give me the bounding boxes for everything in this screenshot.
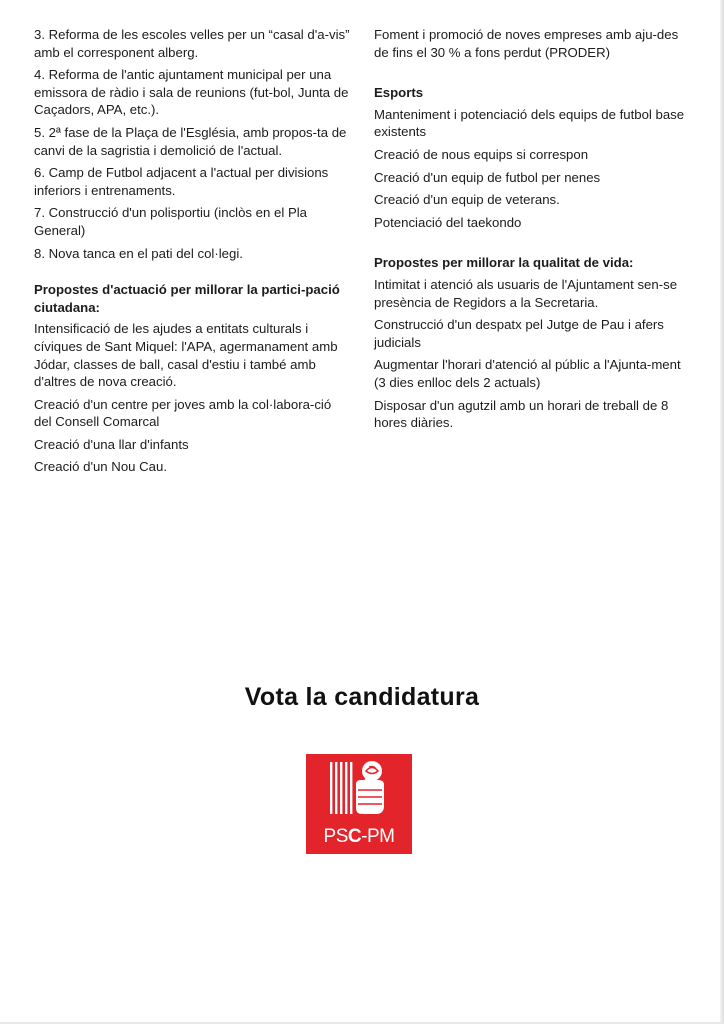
page-edge-shadow [720,0,724,1024]
list-item: Manteniment i potenciació dels equips de futbol base existents [374,106,685,140]
list-item: 3. Reforma de les escoles velles per un “casal d'a-vis” amb el corresponent alberg. [34,27,350,60]
list-item: Intimitat i atenció als usuaris de l'Ajuntament sen-se presència de Regidors a la Secretaria. [374,276,678,310]
participation-heading: Propostes d'actuació per millorar la partici-pació ciutadana: [34,282,340,315]
list-item: Creació de nous equips si correspon [374,146,589,162]
sports-list [374,106,692,232]
right-column [374,26,692,437]
list-item: Intensificació de les ajudes a entitats culturals i cíviques de Sant Miquel: l'APA, agermanament amb Jódar, classes de ball, casal d'estiu i també amb d'altres de nova creació. [34,321,338,390]
list-item: Augmentar l'horari d'atenció al públic a l'Ajunta-ment (3 dies enlloc dels 2 actuals) [374,357,681,390]
list-item: 8. Nova tanca en el pati del col·legi. [34,245,243,261]
numbered-list [34,26,350,262]
list-item: Creació d'un centre per joves amb la col·labora-ció del Consell Comarcal [34,396,332,430]
list-item: Creació d'un Nou Cau. [34,459,168,475]
fist-rose-icon [306,754,412,826]
sports-heading: Esports [374,85,424,101]
logo-text: PSC-PM [323,826,395,847]
list-item: Construcció d'un despatx pel Jutge de Pau i afers judicials [374,317,664,350]
list-item: Creació d'un equip de futbol per nenes [374,169,601,185]
participation-list [34,320,350,476]
list-item: 6. Camp de Futbol adjacent a l'actual per divisions inferiors i entrenaments. [34,165,329,198]
list-item: Creació d'un equip de veterans. [374,192,560,208]
vote-heading: Vota la candidatura [244,683,480,711]
left-column [34,26,350,481]
quality-list [374,276,692,432]
list-item: Potenciació del taekondo [374,214,522,230]
list-item: Creació d'una llar d'infants [34,436,189,452]
psc-pm-logo [306,754,412,854]
proder-paragraph: Foment i promoció de noves empreses amb aju-des de fins el 30 % a fons perdut (PRODER) [374,27,679,60]
list-item: 4. Reforma de l'antic ajuntament municipal per una emissora de ràdio i sala de reunions (fut-bol, Junta de Caçadors, APA, etc.). [34,67,349,118]
list-item: 7. Construcció d'un polisportiu (inclòs en el Pla General) [34,205,308,238]
list-item: Disposar d'un agutzil amb un horari de treball de 8 hores diàries. [374,397,669,431]
list-item: 5. 2ª fase de la Plaça de l'Església, amb propos-ta de canvi de la sagristia i demolició de l'actual. [34,124,347,158]
quality-heading: Propostes per millorar la qualitat de vida: [374,255,634,271]
